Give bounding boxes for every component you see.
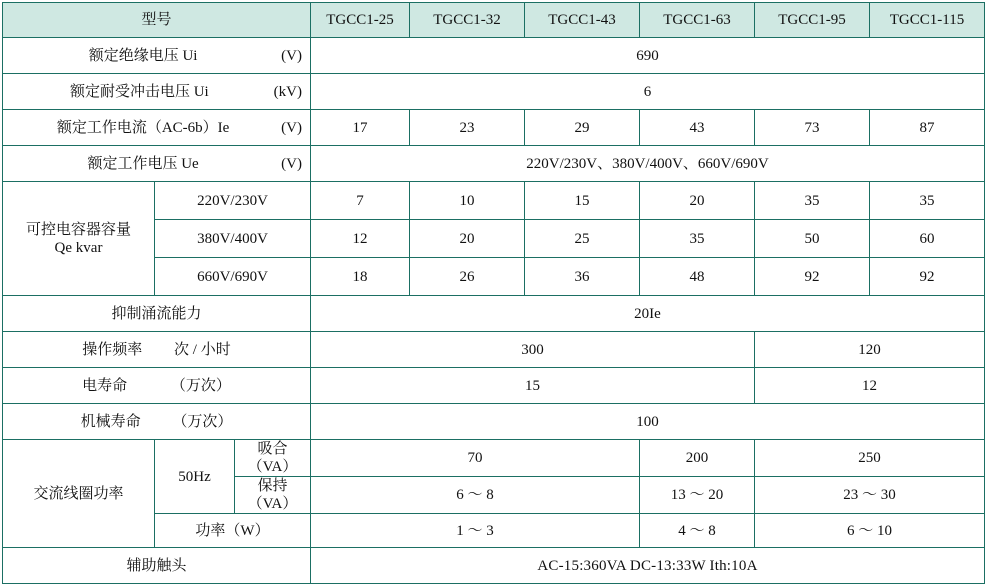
label-text: 机械寿命 (81, 414, 141, 430)
label-text: 额定工作电流（AC-6b）Ie (57, 120, 230, 136)
capacitor-220-value-5: 35 (755, 182, 870, 220)
row-label-working-current (3, 110, 311, 146)
row-label-impulse-voltage (3, 74, 311, 110)
coil-power-value-3: 6 ～ 10 (755, 514, 985, 548)
value-working-current-3: 29 (525, 110, 640, 146)
value-electrical-life-high: 12 (755, 368, 985, 404)
table-row (3, 146, 1001, 182)
table-row (3, 404, 1001, 440)
row-label-insulation-voltage (3, 38, 311, 74)
table-row (3, 368, 1001, 404)
capacitor-660-value-5: 92 (755, 258, 870, 296)
coil-hold-value-3: 23 ～ 30 (755, 477, 985, 514)
capacitor-380-value-3: 25 (525, 220, 640, 258)
value-operating-frequency-high: 120 (755, 332, 985, 368)
capacitor-660-value-2: 26 (410, 258, 525, 296)
table-row (3, 440, 1001, 477)
coil-pickup-value-1: 70 (311, 440, 640, 477)
capacitor-220-value-1: 7 (311, 182, 410, 220)
table-row (3, 332, 1001, 368)
label-text: 额定耐受冲击电压 Ui (70, 84, 209, 100)
header-model-4: TGCC1-63 (640, 3, 755, 38)
header-model-5: TGCC1-95 (755, 3, 870, 38)
header-model-6: TGCC1-115 (870, 3, 985, 38)
table-row (3, 38, 1001, 74)
capacitor-660-value-6: 92 (870, 258, 985, 296)
capacitor-660-value-1: 18 (311, 258, 410, 296)
capacitor-220-value-3: 15 (525, 182, 640, 220)
capacitor-380-value-5: 50 (755, 220, 870, 258)
label-unit: (V) (281, 155, 308, 173)
coil-power-value-2: 4 ～ 8 (640, 514, 755, 548)
capacitor-subrow-label-220: 220V/230V (155, 182, 311, 220)
capacitor-380-value-6: 60 (870, 220, 985, 258)
header-model-2: TGCC1-32 (410, 3, 525, 38)
capacitor-380-value-1: 12 (311, 220, 410, 258)
label-text: 额定工作电压 Ue (87, 156, 198, 172)
coil-frequency-label: 50Hz (155, 440, 235, 514)
capacitor-subrow-label-380: 380V/400V (155, 220, 311, 258)
coil-hold-value-1: 6 ～ 8 (311, 477, 640, 514)
row-label-coil-power: 交流线圈功率 (3, 440, 155, 548)
coil-hold-value-2: 13 ～ 20 (640, 477, 755, 514)
table-row (3, 110, 1001, 146)
capacitor-label-line2: Qe kvar (5, 239, 152, 257)
coil-pickup-value-3: 250 (755, 440, 985, 477)
row-label-inrush: 抑制涌流能力 (3, 296, 311, 332)
table-header-row (3, 3, 1001, 38)
table-row (3, 182, 1001, 220)
row-label-working-voltage (3, 146, 311, 182)
label-unit-inline: （万次） (144, 414, 232, 430)
row-label-operating-frequency (3, 332, 311, 368)
capacitor-label-line1: 可控电容器容量 (5, 221, 152, 239)
value-aux-contact: AC-15:360VA DC-13:33W Ith:10A (311, 548, 985, 584)
label-text: 电寿命 (82, 378, 127, 394)
value-inrush: 20Ie (311, 296, 985, 332)
header-model-3: TGCC1-43 (525, 3, 640, 38)
capacitor-660-value-3: 36 (525, 258, 640, 296)
table-row (3, 74, 1001, 110)
label-unit: (V) (281, 47, 308, 65)
value-working-current-1: 17 (311, 110, 410, 146)
label-text: 额定绝缘电压 Ui (89, 48, 198, 64)
value-working-voltage: 220V/230V、380V/400V、660V/690V (311, 146, 985, 182)
header-model-1: TGCC1-25 (311, 3, 410, 38)
coil-hold-label: 保持（VA） (235, 477, 311, 514)
table-row (3, 296, 1001, 332)
label-text: 操作频率 (82, 342, 142, 358)
spec-sheet (0, 2, 1001, 575)
value-working-current-2: 23 (410, 110, 525, 146)
row-label-mechanical-life (3, 404, 311, 440)
value-working-current-6: 87 (870, 110, 985, 146)
value-impulse-voltage: 6 (311, 74, 985, 110)
table-row (3, 548, 1001, 584)
capacitor-380-value-2: 20 (410, 220, 525, 258)
row-label-aux-contact: 辅助触头 (3, 548, 311, 584)
value-insulation-voltage: 690 (311, 38, 985, 74)
value-electrical-life-low: 15 (311, 368, 755, 404)
label-unit-inline: 次 / 小时 (146, 342, 231, 358)
capacitor-660-value-4: 48 (640, 258, 755, 296)
label-unit-inline: （万次） (131, 378, 231, 394)
row-label-electrical-life (3, 368, 311, 404)
capacitor-subrow-label-660: 660V/690V (155, 258, 311, 296)
capacitor-380-value-4: 35 (640, 220, 755, 258)
value-working-current-4: 43 (640, 110, 755, 146)
capacitor-220-value-2: 10 (410, 182, 525, 220)
capacitor-220-value-4: 20 (640, 182, 755, 220)
coil-power-label: 功率（W） (155, 514, 311, 548)
value-mechanical-life: 100 (311, 404, 985, 440)
row-label-capacitor-capacity (3, 182, 155, 296)
coil-pickup-value-2: 200 (640, 440, 755, 477)
label-unit: (V) (281, 119, 308, 137)
label-unit: (kV) (274, 83, 308, 101)
value-working-current-5: 73 (755, 110, 870, 146)
value-operating-frequency-low: 300 (311, 332, 755, 368)
coil-pickup-label: 吸合（VA） (235, 440, 311, 477)
specification-table (2, 2, 1001, 584)
header-model-label: 型号 (3, 3, 311, 38)
coil-power-value-1: 1 ～ 3 (311, 514, 640, 548)
capacitor-220-value-6: 35 (870, 182, 985, 220)
